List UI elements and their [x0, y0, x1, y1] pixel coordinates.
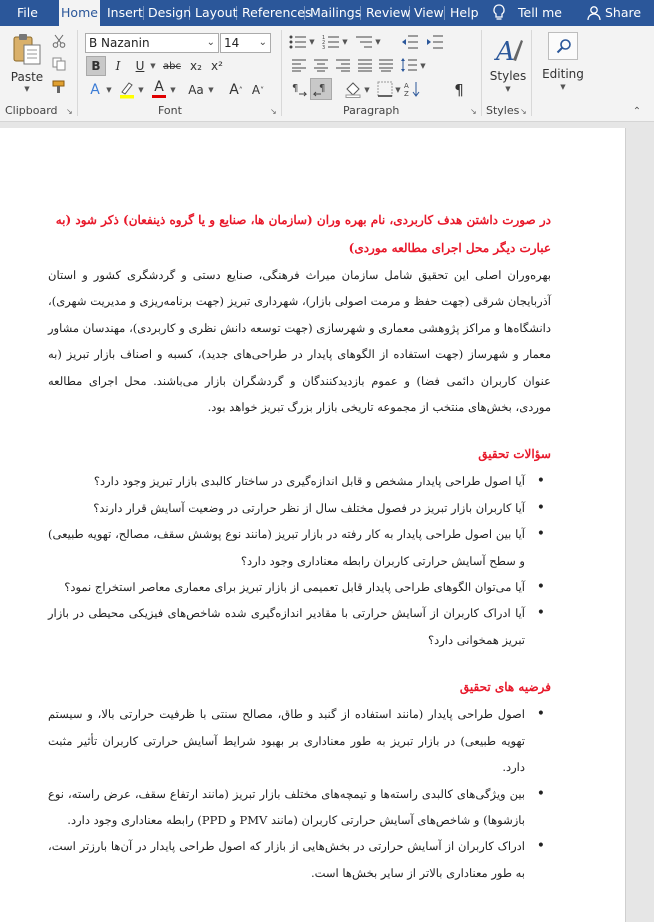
cut-icon[interactable] — [52, 34, 66, 48]
font-color-dropdown-icon[interactable]: ▼ — [170, 86, 176, 94]
tab-references[interactable]: References — [242, 5, 312, 20]
tab-insert[interactable]: Insert — [107, 5, 143, 20]
line-spacing-dropdown-icon[interactable]: ▼ — [420, 62, 426, 70]
clipboard-group-label: Clipboard — [5, 104, 58, 117]
font-group-label: Font — [158, 104, 182, 117]
rtl-direction-button[interactable] — [310, 78, 332, 100]
line-spacing-icon[interactable] — [400, 57, 418, 73]
underline-dropdown-icon[interactable]: ▼ — [150, 62, 156, 70]
tab-design[interactable]: Design — [148, 5, 192, 20]
list-item: • اصول طراحی پایدار (مانند استفاده از گنبد و طاق، مصالح سنتی با ظرفیت حرارتی بالا، و سیستم تهویه طبیعی) در بازار تبریز به طور معناداری بر بهبود شرایط آسایش حرارتی کاربران تأثیر مثبت دارد. — [48, 701, 525, 780]
highlight-dropdown-icon[interactable]: ▼ — [138, 86, 144, 94]
share-person-icon[interactable] — [586, 5, 602, 21]
tab-home[interactable]: Home — [59, 0, 100, 26]
align-center-icon[interactable] — [313, 58, 329, 72]
tab-help[interactable]: Help — [450, 5, 479, 20]
subscript-button[interactable]: x₂ — [190, 59, 202, 73]
list-item: • آیا اصول طراحی پایدار مشخص و قابل اندازه‌گیری در ساختار کالبدی بازار تبریز وجود دارد؟ — [48, 468, 525, 494]
ltr-direction-icon[interactable] — [290, 81, 308, 97]
font-color-swatch — [152, 95, 166, 98]
multilevel-dropdown-icon[interactable]: ▼ — [375, 38, 381, 46]
tab-review[interactable]: Review — [366, 5, 411, 20]
align-left-icon[interactable] — [291, 58, 307, 72]
svg-text:2: 2 — [322, 40, 326, 46]
borders-icon[interactable] — [377, 81, 393, 97]
align-right-icon[interactable] — [335, 58, 351, 72]
svg-text:A: A — [496, 37, 515, 66]
list-item: • آیا کاربران بازار تبریز در فصول مختلف سال از نظر حرارتی در وضعیت آسایش قرار دارند؟ — [48, 495, 525, 521]
styles-button[interactable]: Styles — [489, 69, 527, 83]
list-item: • آیا می‌توان الگوهای طراحی پایدار قابل تعمیمی از بازار تبریز برای معماری معاصر استخراج نمود؟ — [48, 574, 525, 600]
font-name-value: B Nazanin — [89, 36, 150, 50]
ribbon-tab-bar — [0, 0, 654, 26]
paragraph-launcher-icon[interactable]: ↘ — [470, 107, 477, 116]
styles-dropdown-icon[interactable]: ▼ — [505, 85, 511, 93]
font-color-button[interactable]: A — [154, 79, 164, 95]
questions-list — [48, 468, 551, 653]
paragraph-group-label: Paragraph — [343, 104, 400, 117]
svg-text:1: 1 — [322, 35, 326, 41]
underline-button[interactable]: U — [135, 59, 145, 73]
rtl-direction-icon — [312, 81, 330, 97]
numbering-dropdown-icon[interactable]: ▼ — [342, 38, 348, 46]
italic-button[interactable]: I — [115, 59, 121, 73]
document-page[interactable] — [0, 128, 626, 922]
list-item: • آیا ادراک کاربران از آسایش حرارتی با مقادیر اندازه‌گیری شده شاخص‌های فیزیکی محیطی در بازار تبریز همخوانی دارد؟ — [48, 600, 525, 653]
document-content[interactable] — [48, 206, 551, 886]
collapse-ribbon-icon[interactable]: ⌃ — [632, 105, 642, 117]
list-item: • آیا بین اصول طراحی پایدار به کار رفته در بازار تبریز (مانند نوع پوشش سقف، مصالح، تهویه طبیعی) و سطح آسایش حرارتی کاربران رابطه معناداری وجود دارد؟ — [48, 521, 525, 574]
font-size-select[interactable] — [220, 33, 271, 53]
heading-beneficiaries: در صورت داشتن هدف کاربردی، نام بهره وران (سازمان ها، صنایع و یا گروه ذینفعان) ذکر شود (به عبارت دیگر محل اجرای مطالعه موردی) — [55, 213, 551, 255]
borders-dropdown-icon[interactable]: ▼ — [395, 86, 401, 94]
shrink-font-button[interactable]: A ˅ — [251, 83, 265, 97]
change-case-dropdown-icon[interactable]: ▼ — [208, 86, 214, 94]
highlighter-icon[interactable] — [118, 80, 136, 100]
show-formatting-button[interactable]: ¶ — [454, 81, 464, 99]
styles-launcher-icon[interactable]: ↘ — [520, 107, 527, 116]
paragraph-beneficiaries: بهره‌وران اصلی این تحقیق شامل سازمان میراث فرهنگی، صنایع دستی و گردشگری کشور و استان آذربایجان شرقی (جهت حفظ و مرمت اصولی بازار)، شهرداری تبریز (جهت برنامه‌ریزی و مدیریت شهری)، دانشگاه‌ها و مراکز پژوهشی معماری و شهرسازی (جهت توسعه دانش نظری و کاربردی)، مهندسان مشاور معمار و شهرساز (جهت استفاده از الگوهای پایدار در طراحی‌های جدید)، کسبه و اصناف بازار تبریز (به عنوان کاربران دائمی فضا) و عموم بازدیدکنندگان و گردشگران بازار می‌باشند. محل اجرای مطالعه موردی، بخش‌های منتخب از مجموعه تاریخی بازار بزرگ تبریز خواهد بود. — [48, 268, 551, 415]
svg-text:3: 3 — [322, 45, 326, 50]
svg-text:A: A — [404, 82, 409, 90]
hypotheses-list — [48, 701, 551, 886]
multilevel-list-icon[interactable] — [355, 34, 373, 50]
editing-button[interactable]: Editing — [542, 67, 584, 81]
chevron-down-icon: ⌄ — [206, 37, 215, 48]
text-effects-button[interactable]: A — [90, 82, 100, 98]
tab-file[interactable]: File — [17, 5, 38, 20]
tell-me-search[interactable]: Tell me — [518, 5, 562, 20]
font-size-value: 14 — [224, 36, 240, 50]
justify-icon[interactable] — [357, 58, 373, 72]
heading-research-questions: سؤالات تحقیق — [478, 447, 551, 462]
copy-icon[interactable] — [52, 57, 66, 71]
styles-group-label: Styles — [486, 104, 520, 117]
editing-icon-frame[interactable] — [548, 32, 578, 60]
bold-button[interactable]: B — [86, 56, 106, 76]
numbering-icon[interactable] — [322, 34, 340, 50]
text-effects-dropdown-icon[interactable]: ▼ — [106, 86, 112, 94]
svg-text:¶: ¶ — [319, 83, 326, 94]
svg-text:¶: ¶ — [292, 83, 299, 94]
tab-view[interactable]: View — [414, 5, 444, 20]
styles-icon[interactable] — [494, 34, 524, 66]
format-painter-icon[interactable] — [52, 80, 66, 94]
decrease-indent-icon[interactable] — [401, 34, 419, 50]
shading-dropdown-icon[interactable]: ▼ — [364, 86, 370, 94]
share-button[interactable]: Share — [605, 5, 642, 20]
tab-layout[interactable]: Layout — [195, 5, 238, 20]
distributed-icon[interactable] — [378, 58, 394, 72]
clipboard-launcher-icon[interactable]: ↘ — [66, 107, 73, 116]
list-item: • ادراک کاربران از آسایش حرارتی در بخش‌هایی از بازار که اصول طراحی پایدار در آن‌ها بارزتر است، به طور معناداری بالاتر از سایر بخش‌ها است. — [48, 833, 525, 886]
list-item: • بین ویژگی‌های کالبدی راسته‌ها و تیمچه‌های مختلف بازار تبریز (مانند ارتفاع سقف، عرض راسته، نوع بازشوها) و شاخص‌های آسایش حرارتی کاربران (مانند PMV و PPD) رابطه معناداری وجود دارد. — [48, 781, 525, 834]
shading-icon[interactable] — [344, 80, 362, 98]
lightbulb-icon[interactable] — [492, 4, 506, 22]
increase-indent-icon[interactable] — [426, 34, 444, 50]
change-case-button[interactable]: Aa — [188, 83, 204, 97]
paste-dropdown-icon[interactable]: ▼ — [24, 85, 30, 93]
heading-hypotheses: فرضیه های تحقیق — [459, 680, 551, 695]
font-launcher-icon[interactable]: ↘ — [270, 107, 277, 116]
bullets-icon[interactable] — [289, 34, 307, 50]
sort-icon[interactable] — [404, 80, 422, 98]
font-name-select[interactable] — [85, 33, 219, 53]
editing-dropdown-icon[interactable]: ▼ — [560, 83, 566, 91]
document-area — [0, 123, 654, 922]
superscript-button[interactable]: x² — [211, 59, 223, 73]
bullets-dropdown-icon[interactable]: ▼ — [309, 38, 315, 46]
ribbon-home — [0, 26, 654, 122]
search-icon — [556, 38, 572, 54]
vertical-scrollbar[interactable] — [627, 123, 654, 922]
chevron-down-icon: ⌄ — [258, 37, 267, 48]
paste-icon[interactable] — [12, 32, 42, 66]
strikethrough-button[interactable]: abc — [163, 60, 181, 72]
grow-font-button[interactable]: A ˄ — [229, 82, 243, 98]
paste-button[interactable]: Paste — [10, 70, 44, 84]
svg-text:Z: Z — [404, 90, 409, 98]
tab-mailings[interactable]: Mailings — [310, 5, 362, 20]
